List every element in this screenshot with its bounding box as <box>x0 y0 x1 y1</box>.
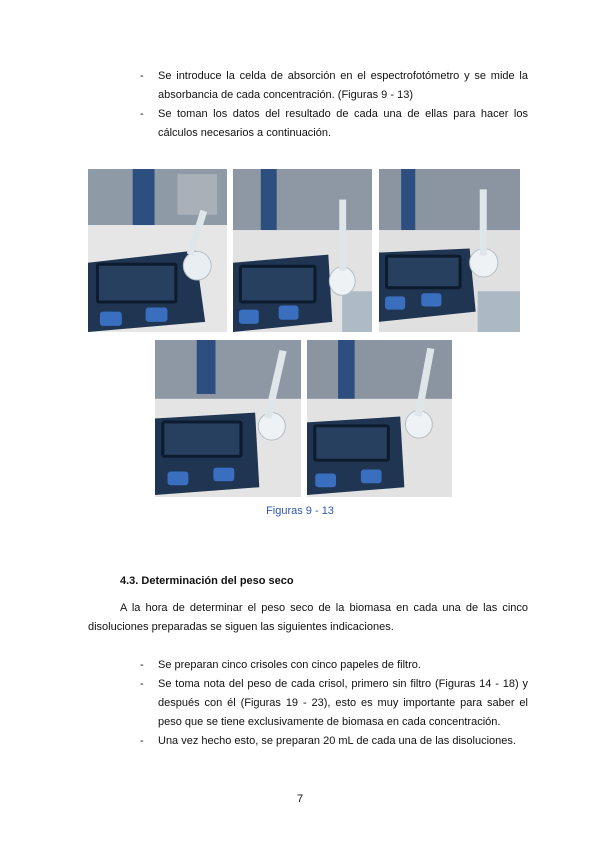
list-item <box>140 656 528 675</box>
bullet-dash: - <box>140 735 144 747</box>
list-item-text: Una vez hecho esto, se preparan 20 mL de cada una de las disoluciones. <box>158 735 516 747</box>
figure-photo-10 <box>233 169 372 332</box>
list-item <box>140 675 528 732</box>
bullet-list-procedure <box>140 67 528 143</box>
figure-caption: Figuras 9 - 13 <box>266 505 334 517</box>
figure-photo-12 <box>155 340 301 497</box>
figure-photo-9 <box>88 169 227 332</box>
bullet-dash: - <box>140 659 144 671</box>
section-heading: 4.3. Determinación del peso seco <box>120 575 294 587</box>
list-item <box>140 67 528 105</box>
bullet-dash: - <box>140 678 144 690</box>
bullet-dash: - <box>140 108 144 120</box>
page-number: 7 <box>296 793 304 805</box>
list-item-text: Se introduce la celda de absorción en el espectrofotómetro y se mide la absorbancia de cada concentración. (Figuras 9 - 13) <box>158 70 528 101</box>
list-item <box>140 105 528 143</box>
figure-photo-13 <box>307 340 452 497</box>
section-paragraph: A la hora de determinar el peso seco de la biomasa en cada una de las cinco disoluciones preparadas se siguen las siguientes indicaciones. <box>88 602 528 633</box>
list-item-text: Se toman los datos del resultado de cada una de ellas para hacer los cálculos necesarios a continuación. <box>158 108 528 139</box>
list-item <box>140 732 528 751</box>
figure-photo-11 <box>379 169 520 332</box>
bullet-list-dry-weight <box>140 656 528 751</box>
bullet-dash: - <box>140 70 144 82</box>
list-item-text: Se preparan cinco crisoles con cinco papeles de filtro. <box>158 659 421 671</box>
list-item-text: Se toma nota del peso de cada crisol, primero sin filtro (Figuras 14 - 18) y después con él (Figuras 19 - 23), esto es muy importante para saber el peso que se tiene exclusivamente de biomasa en cada concentración. <box>158 678 528 728</box>
